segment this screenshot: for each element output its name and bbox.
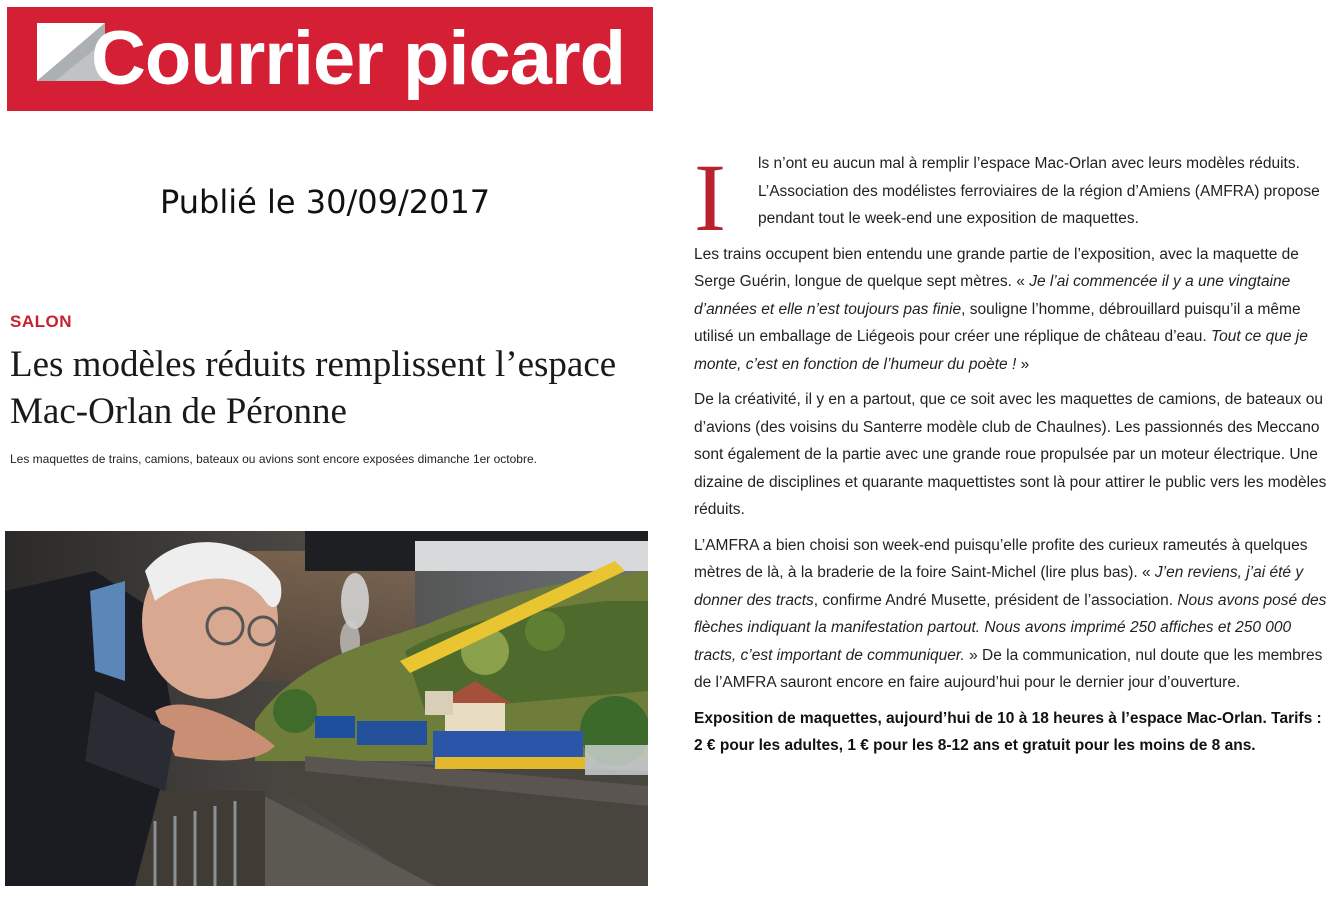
article-headline: Les modèles réduits remplissent l’espace Mac-Orlan de Péronne	[10, 344, 617, 432]
quote-text: Tout ce que je monte, c’est en fonction de l’humeur du poète !	[694, 328, 1308, 373]
paragraph-text: » De la communication, nul doute que les membres de l’AMFRA sauront encore en faire aujourd’hui pour le dernier jour d’ouverture.	[694, 646, 1323, 691]
paragraph-lead	[694, 144, 1334, 251]
paragraph-text: , confirme André Musette, président de l’association.	[813, 591, 1178, 609]
paragraph-text: Les trains occupent bien entendu une grande partie de l’exposition, avec la maquette de Serge Guérin, longue de quelque sept mètres. «	[694, 245, 1299, 290]
article-body	[694, 144, 1334, 768]
practical-info: Exposition de maquettes, aujourd’hui de 10 à 18 heures à l’espace Mac-Orlan. Tarifs : 2 € pour les adultes, 1 € pour les 8-12 ans et gratuit pour les moins de 8 ans.	[694, 709, 1322, 754]
paragraph-text: »	[1016, 355, 1030, 373]
drop-cap: I	[694, 144, 726, 251]
quote-text: J’en reviens, j’ai été y donner des tracts	[694, 564, 1304, 609]
courrier-picard-logo	[7, 7, 653, 111]
paragraph-text: L’AMFRA a bien choisi son week-end puisqu’elle profite des curieux rameutés à quelques mètres de là, à la braderie de la foire Saint-Michel (lire plus bas). «	[694, 536, 1308, 581]
paragraph-3: De la créativité, il y en a partout, que ce soit avec les maquettes de camions, de bateaux ou d’avions (des voisins du Santerre modèle club de Chaulnes). Les passionnés des Meccano sont également de la partie avec une grande roue propulsée par un moteur électrique. Une dizaine de disciplines et quarante maquettistes sont là pour attirer le public vers les modèles réduits.	[694, 391, 1327, 518]
article-photo	[5, 531, 648, 886]
paragraph-text: , souligne l’homme, débrouillard puisqu’il a même utilisé un emballage de Liégeois pour créer une réplique de château d’eau.	[694, 300, 1301, 345]
paragraph-text: ls n’ont eu aucun mal à remplir l’espace Mac-Orlan avec leurs modèles réduits. L’Association des modélistes ferroviaires de la région d’Amiens (AMFRA) propose pendant tout le week-end une exposition de maquettes.	[758, 155, 1320, 227]
article-subheadline: Les maquettes de trains, camions, bateaux ou avions sont encore exposées dimanche 1er octobre.	[10, 452, 537, 466]
publication-date: Publié le 30/09/2017	[160, 183, 491, 221]
quote-text: Nous avons posé des flèches indiquant la manifestation partout. Nous avons imprimé 250 affiches et 250 000 tracts, c’est important de communiquer.	[694, 591, 1327, 664]
quote-text: Je l’ai commencée il y a une vingtaine d’années et elle n’est toujours pas finie	[694, 273, 1291, 318]
paragraph-4	[694, 532, 1334, 697]
logo-wordmark: Courrier picard	[91, 16, 626, 101]
rubric-label: SALON	[10, 312, 72, 331]
paragraph-2	[694, 241, 1334, 379]
